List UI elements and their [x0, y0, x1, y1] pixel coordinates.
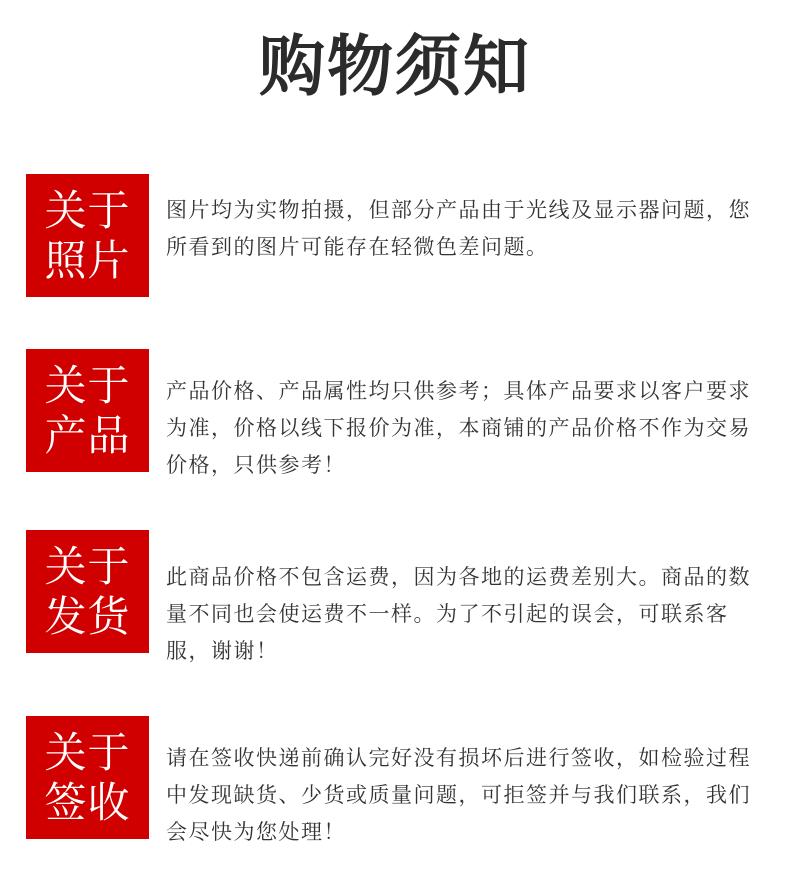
notice-text-photos: 图片均为实物拍摄，但部分产品由于光线及显示器问题，您所看到的图片可能存在轻微色差问题。	[166, 198, 751, 259]
badge-line-2: 照片	[44, 235, 131, 285]
badge-line-2: 签收	[44, 777, 131, 827]
notice-text-shipping: 此商品价格不包含运费，因为各地的运费差别大。商品的数量不同也会使运费不一样。为了不引起的误会，可联系客服，谢谢！	[166, 565, 751, 663]
badge-line-1: 关于	[44, 185, 131, 235]
notice-badge-shipping	[26, 530, 149, 653]
badge-line-1: 关于	[44, 360, 131, 410]
notice-text-receipt: 请在签收快递前确认完好没有损坏后进行签收，如检验过程中发现缺货、少货或质量问题，可拒签并与我们联系，我们会尽快为您处理！	[166, 746, 751, 844]
badge-line-2: 发货	[44, 591, 131, 641]
notice-text-products: 产品价格、产品属性均只供参考；具体产品要求以客户要求为准，价格以线下报价为准，本商铺的产品价格不作为交易价格，只供参考！	[166, 379, 751, 477]
notice-badge-photos	[26, 174, 149, 297]
page-title: 购物须知	[259, 28, 531, 105]
notice-badge-receipt	[26, 716, 149, 839]
badge-line-1: 关于	[44, 541, 131, 591]
badge-line-2: 产品	[44, 410, 131, 460]
notice-badge-products	[26, 349, 149, 472]
badge-line-1: 关于	[44, 727, 131, 777]
